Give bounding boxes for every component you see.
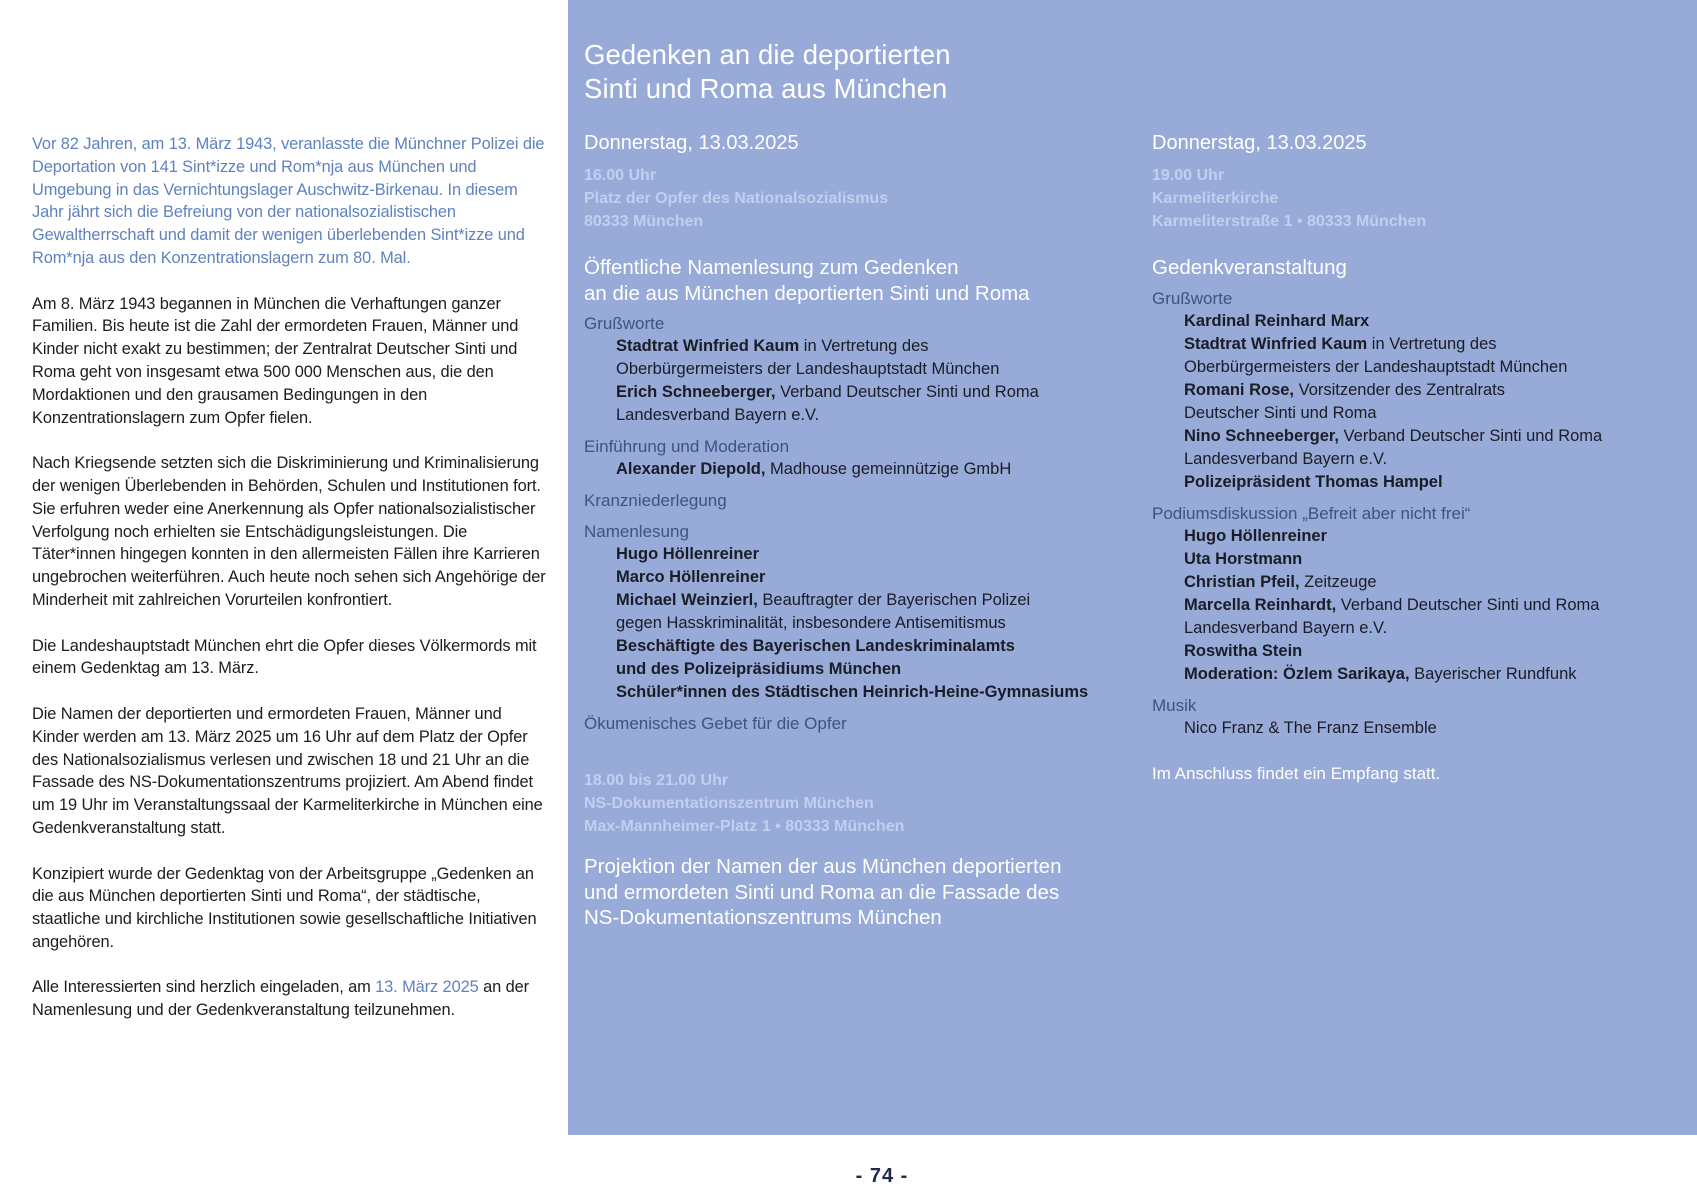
program-item	[1184, 594, 1692, 617]
panel-title	[584, 38, 951, 106]
person-name: Schüler*innen des Städtischen Heinrich-Heine-Gymnasiums	[616, 683, 1089, 701]
event-place: Platz der Opfer des Nationalsozialismus	[584, 190, 889, 207]
program-item	[1184, 471, 1692, 494]
program-item	[1184, 640, 1692, 663]
closing-text-after: an der Namenlesung und der Gedenkveranstaltung teilzunehmen.	[32, 978, 529, 1020]
person-name: Christian Pfeil,	[1184, 572, 1300, 591]
program-item	[1184, 425, 1692, 448]
person-name: Marco Höllenreiner	[616, 568, 766, 586]
event-title-line: Projektion der Namen der aus München deportierten	[584, 855, 1062, 878]
program-item	[616, 458, 1124, 481]
event-date: Donnerstag, 13.03.2025	[584, 132, 799, 154]
event-title-line: an die aus München deportierten Sinti und Roma	[584, 281, 1030, 305]
program-item	[616, 381, 1124, 404]
section-label: Einführung und Moderation	[584, 437, 790, 456]
person-name: Uta Horstmann	[1184, 549, 1303, 568]
person-description: Landesverband Bayern e.V.	[1184, 618, 1388, 637]
event-time: 19.00 Uhr	[1152, 167, 1225, 184]
person-name: Moderation: Özlem Sarikaya,	[1184, 664, 1410, 683]
program-item	[616, 358, 1124, 381]
event-place: Karmeliterkirche	[1152, 190, 1279, 207]
program-item	[616, 404, 1124, 427]
event-title-line: und ermordeten Sinti und Roma an die Fassade des	[584, 880, 1060, 904]
program-item	[616, 658, 1124, 681]
person-name: Alexander Diepold,	[616, 460, 766, 478]
person-description: in Vertretung des	[799, 337, 929, 355]
person-description: in Vertretung des	[1367, 334, 1497, 353]
person-description: Vorsitzender des Zentralrats	[1294, 380, 1505, 399]
program-item	[1184, 379, 1692, 402]
program-item	[1184, 525, 1692, 548]
event-title	[584, 255, 1124, 306]
program-item	[616, 589, 1124, 612]
closing-paragraph	[32, 976, 552, 1022]
section-label: Ökumenisches Gebet für die Opfer	[584, 714, 847, 733]
section-label: Musik	[1152, 695, 1197, 715]
body-paragraph: Die Landeshauptstadt München ehrt die Opfer dieses Völkermords mit einem Gedenktag am 13. März.	[32, 636, 537, 678]
closing-text-before: Alle Interessierten sind herzlich eingeladen, am	[32, 978, 376, 997]
program-item	[616, 566, 1124, 589]
person-name: Kardinal Reinhard Marx	[1184, 311, 1370, 330]
program-column-afternoon	[584, 130, 1124, 937]
person-name: Polizeipräsident Thomas Hampel	[1184, 472, 1443, 491]
person-description: Beauftragter der Bayerischen Polizei	[757, 591, 1031, 609]
event-title	[584, 854, 1124, 931]
person-description: Nico Franz & The Franz Ensemble	[1184, 718, 1437, 737]
event-date: Donnerstag, 13.03.2025	[1152, 132, 1367, 154]
person-description: Oberbürgermeisters der Landeshauptstadt München	[1184, 357, 1568, 376]
body-paragraph: Am 8. März 1943 begannen in München die Verhaftungen ganzer Familien. Bis heute ist die Zahl der ermordeten Frauen, Männer und Kinder nicht exakt zu bestimmen; der Zentralrat Deutscher Sinti und Roma geht von insgesamt etwa 500 000 Menschen aus, die den Mordaktionen und den grausamen Bedingungen in den Konzentrationslagern zum Opfer fielen.	[32, 294, 519, 427]
program-item	[1184, 617, 1692, 640]
person-name: Stadtrat Winfried Kaum	[1184, 334, 1368, 353]
program-item	[1184, 333, 1692, 356]
section-label: Podiumsdiskussion „Befreit aber nicht frei“	[1152, 503, 1471, 523]
person-name: Stadtrat Winfried Kaum	[616, 337, 800, 355]
person-name: Roswitha Stein	[1184, 641, 1303, 660]
program-sections	[584, 312, 1124, 735]
program-item	[1184, 402, 1692, 425]
highlighted-date: 13. März 2025	[375, 978, 479, 997]
person-description: Verband Deutscher Sinti und Roma	[1338, 426, 1603, 445]
event-title: Gedenkveranstaltung	[1152, 256, 1347, 279]
person-name: Nino Schneeberger,	[1184, 426, 1339, 445]
program-item	[1184, 663, 1692, 686]
person-name: Erich Schneeberger,	[616, 383, 776, 401]
program-panel	[568, 0, 1697, 1135]
event-place: NS-Dokumentationszentrum München	[584, 795, 874, 812]
program-item	[1184, 548, 1692, 571]
event-time: 18.00 bis 21.00 Uhr	[584, 772, 729, 789]
section-label: Kranzniederlegung	[584, 491, 727, 510]
body-paragraph: Die Namen der deportierten und ermordeten Frauen, Männer und Kinder werden am 13. März 2025 um 16 Uhr auf dem Platz der Opfer des Nationalsozialismus verlesen und zwischen 18 und 21 Uhr an die Fassade des NS-Dokumentationszentrums projiziert. Am Abend findet um 19 Uhr im Veranstaltungssaal der Karmeliterkirche in München eine Gedenkveranstaltung statt.	[32, 704, 543, 837]
section-label: Grußworte	[584, 314, 665, 333]
person-name: Hugo Höllenreiner	[1184, 526, 1328, 545]
person-description: Landesverband Bayern e.V.	[1184, 449, 1388, 468]
event-time: 16.00 Uhr	[584, 167, 657, 184]
reception-note: Im Anschluss findet ein Empfang statt.	[1152, 763, 1441, 783]
person-description: Oberbürgermeisters der Landeshauptstadt München	[616, 360, 1000, 378]
person-description: Bayerischer Rundfunk	[1409, 664, 1577, 683]
person-description: Landesverband Bayern e.V.	[616, 406, 820, 424]
program-item	[1184, 448, 1692, 471]
intro-text-column	[32, 133, 552, 1045]
event-city: 80333 München	[584, 213, 704, 230]
person-name: Hugo Höllenreiner	[616, 545, 760, 563]
section-label: Namenlesung	[584, 522, 689, 541]
event-address: Max-Mannheimer-Platz 1 • 80333 München	[584, 818, 905, 835]
person-description: gegen Hasskriminalität, insbesondere Antisemitismus	[616, 614, 1006, 632]
body-paragraph: Konzipiert wurde der Gedenktag von der Arbeitsgruppe „Gedenken an die aus München deportierten Sinti und Roma“, der städtische, staatliche und kirchliche Institutionen sowie gesellschaftliche Initiativen angehören.	[32, 864, 537, 951]
program-item	[616, 635, 1124, 658]
program-item	[616, 612, 1124, 635]
panel-title-line: Gedenken an die deportierten	[584, 39, 951, 70]
person-description: Zeitzeuge	[1299, 572, 1377, 591]
event-title-line: Öffentliche Namenlesung zum Gedenken	[584, 256, 959, 279]
person-name: Marcella Reinhardt,	[1184, 595, 1337, 614]
person-description: Deutscher Sinti und Roma	[1184, 403, 1377, 422]
program-column-evening	[1152, 130, 1692, 785]
program-item	[1184, 310, 1692, 333]
event-title-line: NS-Dokumentationszentrums München	[584, 906, 942, 929]
person-description: Madhouse gemeinnützige GmbH	[765, 460, 1012, 478]
event-address: Karmeliterstraße 1 • 80333 München	[1152, 213, 1427, 230]
program-item	[1184, 717, 1692, 740]
program-item	[1184, 571, 1692, 594]
person-name: Romani Rose,	[1184, 380, 1295, 399]
person-name: und des Polizeipräsidiums München	[616, 660, 902, 678]
person-name: Beschäftigte des Bayerischen Landeskriminalamts	[616, 637, 1015, 655]
program-item	[616, 543, 1124, 566]
intro-paragraph: Vor 82 Jahren, am 13. März 1943, veranlasste die Münchner Polizei die Deportation von 141 Sint*izze und Rom*nja aus München und Umgebung in das Vernichtungslager Auschwitz-Birkenau. In diesem Jahr jährt sich die Befreiung von der nationalsozialistischen Gewaltherrschaft und damit der wenigen überlebenden Sint*izze und Rom*nja aus den Konzentrationslagern zum 80. Mal.	[32, 135, 545, 267]
person-description: Verband Deutscher Sinti und Roma	[1336, 595, 1600, 614]
program-item	[616, 681, 1124, 704]
program-sections	[1152, 287, 1692, 740]
person-name: Michael Weinzierl,	[616, 591, 758, 609]
page-number: - 74 -	[855, 1165, 909, 1187]
body-paragraph: Nach Kriegsende setzten sich die Diskriminierung und Kriminalisierung der wenigen Überlebenden in Behörden, Schulen und Institutionen fort. Sie erfuhren weder eine Anerkennung als Opfer nationalsozialistischer Verfolgung noch erhielten sie Entschädigungsleistungen. Die Täter*innen hingegen konnten in den allermeisten Fällen ihre Karrieren ungebrochen weiterführen. Auch heute noch sehen sich Angehörige der Minderheit mit zahlreichen Vorurteilen konfrontiert.	[32, 454, 546, 609]
program-item	[616, 335, 1124, 358]
panel-title-line: Sinti und Roma aus München	[584, 73, 948, 104]
program-item	[1184, 356, 1692, 379]
section-label: Grußworte	[1152, 288, 1233, 308]
person-description: Verband Deutscher Sinti und Roma	[775, 383, 1039, 401]
